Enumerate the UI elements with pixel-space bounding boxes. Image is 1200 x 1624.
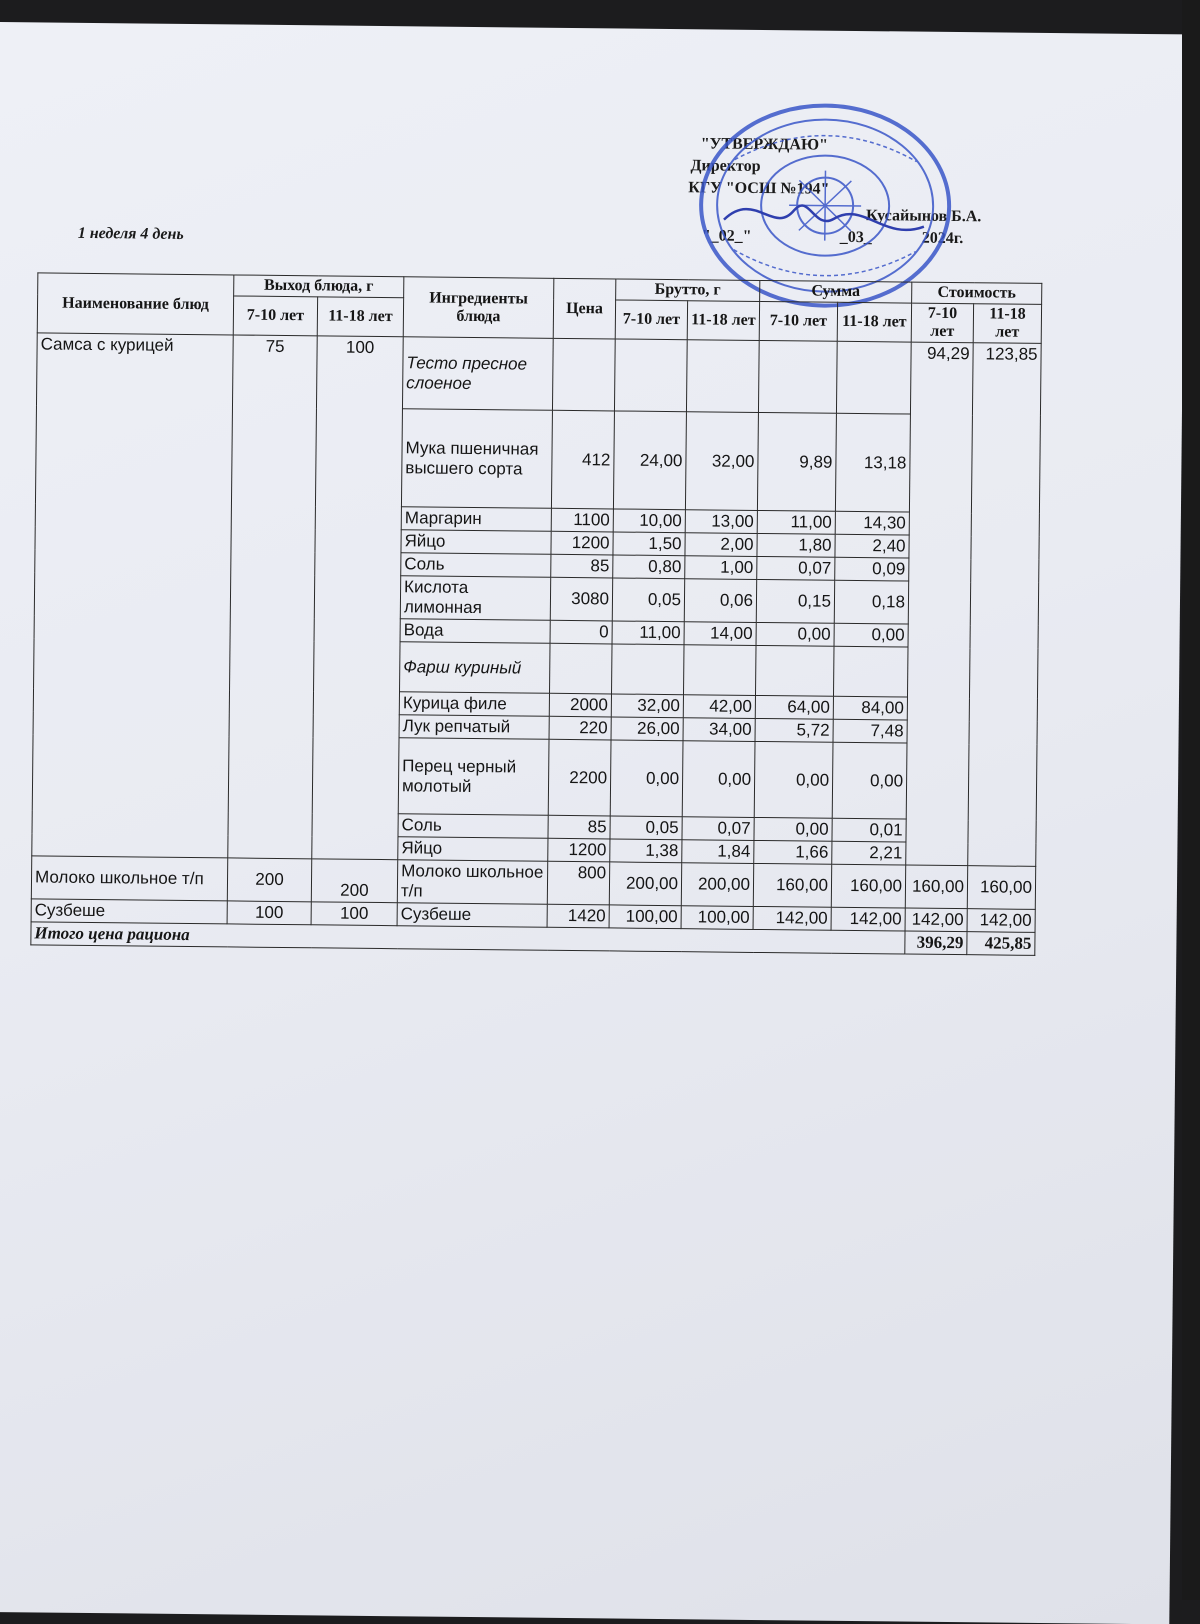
ingredient-brutto-11-18: 13,00 [685, 510, 757, 534]
table-row [36, 333, 1041, 416]
ingredient-sum-11-18: 142,00 [831, 907, 905, 931]
dish-yield-11-18: 100 [311, 902, 397, 926]
ingredient-sum-11-18: 2,40 [835, 534, 909, 558]
total-cost-11-18: 425,85 [967, 932, 1035, 956]
ingredient-brutto-7-10: 26,00 [611, 717, 683, 741]
ingredient-brutto-7-10: 0,00 [610, 740, 683, 817]
ingredient-price: 1100 [551, 508, 613, 532]
header-dish-name: Наименование блюд [37, 273, 234, 335]
ingredient-brutto-7-10: 0,05 [610, 816, 682, 840]
dish-cost-11-18: 123,85 [968, 343, 1041, 867]
ingredient-sum-7-10: 1,80 [757, 533, 835, 557]
header-sum-11-18: 11-18 лет [837, 302, 911, 342]
ingredient-sum-7-10: 9,89 [757, 412, 836, 511]
ingredient-sum-11-18: 0,00 [834, 623, 908, 647]
header-sum-7-10: 7-10 лет [759, 301, 837, 341]
ingredient-brutto-11-18 [683, 645, 756, 696]
ingredient-sum-7-10: 160,00 [753, 863, 831, 907]
ingredient-sum-7-10: 11,00 [757, 510, 835, 534]
header-brutto: Брутто, г [616, 279, 760, 302]
approval-date-day: "_02_" [701, 227, 752, 245]
ingredient-name: Кислота лимонная [400, 576, 550, 621]
ingredient-price: 85 [548, 815, 610, 839]
ingredient-price: 220 [549, 716, 611, 740]
ingredient-name: Перец черный молотый [398, 738, 549, 816]
dish-cost-7-10: 160,00 [905, 865, 967, 909]
ingredient-name: Вода [400, 619, 550, 644]
ingredient-brutto-11-18: 200,00 [681, 863, 753, 907]
ingredient-sum-11-18: 2,21 [832, 841, 906, 865]
ingredient-sum-11-18: 0,00 [832, 742, 907, 819]
ingredient-brutto-7-10: 100,00 [609, 905, 681, 929]
ingredient-name: Молоко школьное т/п [397, 860, 547, 905]
approval-title: "УТВЕРЖДАЮ" [700, 135, 828, 154]
total-cost-7-10: 396,29 [905, 931, 967, 955]
ingredient-sum-11-18: 13,18 [835, 413, 910, 512]
ingredient-brutto-11-18: 0,06 [684, 579, 756, 623]
approval-organization: КГУ "ОСШ №194" [688, 179, 830, 198]
ingredient-brutto-7-10 [611, 644, 684, 695]
header-brutto-11-18: 11-18 лет [687, 301, 759, 341]
ingredient-brutto-11-18: 42,00 [683, 695, 755, 719]
dish-cost-7-10: 94,29 [906, 342, 973, 866]
ingredient-sum-7-10: 142,00 [753, 906, 831, 930]
document-page [0, 22, 1186, 1624]
header-ingredients: Ингредиенты блюда [403, 277, 554, 339]
ingredient-name: Маргарин [401, 507, 551, 532]
ingredient-name: Соль [398, 814, 548, 839]
ingredient-price [550, 643, 613, 694]
header-cost: Стоимость [912, 282, 1042, 304]
approval-date-year: 2024г. [921, 229, 964, 248]
ingredient-sum-7-10: 0,00 [754, 817, 832, 841]
ingredient-brutto-7-10: 0,05 [612, 578, 684, 622]
ingredient-sum-11-18: 14,30 [835, 511, 909, 535]
ingredient-brutto-7-10: 24,00 [613, 411, 686, 510]
signature-icon [724, 205, 924, 230]
ingredient-brutto-11-18: 0,00 [682, 741, 755, 818]
ingredient-sum-7-10: 0,07 [757, 556, 835, 580]
header-brutto-7-10: 7-10 лет [615, 300, 687, 340]
ingredient-name: Тесто пресное слоеное [402, 337, 553, 411]
ingredient-sum-7-10: 0,00 [754, 741, 833, 818]
ingredient-sum-7-10: 0,00 [756, 622, 834, 646]
ingredient-name: Яйцо [398, 837, 548, 862]
ingredient-name: Сузбеше [397, 903, 547, 928]
menu-table [30, 272, 1042, 955]
header-yield-11-18: 11-18 лет [317, 297, 403, 337]
ingredient-sum-11-18: 7,48 [833, 719, 907, 743]
ingredient-brutto-7-10: 32,00 [611, 694, 683, 718]
ingredient-brutto-7-10 [614, 339, 687, 412]
dish-yield-7-10: 100 [227, 901, 311, 925]
background-edge [1182, 0, 1200, 1600]
ingredient-brutto-11-18: 0,07 [682, 817, 754, 841]
ingredient-sum-11-18: 84,00 [833, 696, 907, 720]
ingredient-brutto-11-18: 32,00 [685, 412, 758, 511]
dish-yield-11-18: 200 [311, 859, 397, 903]
dish-name: Самса с курицей [32, 333, 233, 858]
ingredient-name: Соль [401, 553, 551, 578]
dish-cost-11-18: 142,00 [967, 909, 1035, 933]
ingredient-name: Мука пшеничная высшего сорта [401, 409, 552, 509]
ingredient-brutto-11-18: 1,84 [682, 840, 754, 864]
ingredient-brutto-11-18: 1,00 [685, 556, 757, 580]
dish-yield-7-10: 75 [228, 335, 317, 859]
ingredient-sum-11-18 [833, 646, 908, 697]
ingredient-brutto-7-10: 10,00 [613, 509, 685, 533]
ingredient-brutto-7-10: 200,00 [609, 862, 681, 906]
header-yield: Выход блюда, г [234, 275, 404, 298]
ingredient-price: 412 [551, 410, 614, 509]
week-day-label: 1 неделя 4 день [77, 224, 184, 243]
ingredient-price: 85 [551, 554, 613, 578]
header-sum: Сумма [760, 280, 912, 303]
ingredient-brutto-7-10: 11,00 [612, 621, 684, 645]
approval-position: Директор [690, 157, 761, 175]
ingredient-brutto-7-10: 1,38 [610, 839, 682, 863]
approval-date-month: _03_ [839, 228, 872, 247]
ingredient-sum-7-10: 64,00 [755, 695, 833, 719]
dish-name: Молоко школьное т/п [31, 856, 227, 901]
header-cost-11-18: 11-18 лет [973, 304, 1041, 344]
dish-yield-7-10: 200 [227, 858, 311, 902]
ingredient-name: Яйцо [401, 530, 551, 555]
header-cost-7-10: 7-10 лет [911, 303, 973, 343]
dish-cost-7-10: 142,00 [905, 908, 967, 932]
total-label: Итого цена рациона [31, 922, 905, 954]
ingredient-name: Лук репчатый [399, 715, 549, 740]
ingredient-sum-11-18: 0,09 [835, 557, 909, 581]
header-price: Цена [553, 278, 616, 339]
ingredient-brutto-11-18 [686, 340, 759, 413]
dish-name: Сузбеше [31, 899, 227, 924]
ingredient-sum-11-18: 0,01 [832, 818, 906, 842]
ingredient-name: Курица филе [399, 692, 549, 717]
ingredient-price: 3080 [550, 577, 612, 621]
ingredient-price: 2200 [548, 739, 611, 816]
header-yield-7-10: 7-10 лет [233, 296, 317, 336]
ingredient-brutto-11-18: 14,00 [684, 622, 756, 646]
ingredient-sum-11-18: 0,18 [834, 580, 908, 624]
ingredient-sum-7-10: 1,66 [754, 840, 832, 864]
ingredient-price [552, 338, 615, 411]
ingredient-sum-11-18 [836, 341, 911, 414]
dish-yield-11-18: 100 [312, 336, 403, 860]
ingredient-price: 1200 [548, 838, 610, 862]
approval-signer: Кусайынов Б.А. [865, 207, 982, 226]
ingredient-sum-11-18: 160,00 [831, 864, 905, 908]
ingredient-sum-7-10: 0,15 [756, 579, 834, 623]
ingredient-brutto-11-18: 34,00 [683, 718, 755, 742]
ingredient-price: 2000 [549, 693, 611, 717]
ingredient-price: 800 [547, 861, 609, 905]
ingredient-price: 1420 [547, 904, 609, 928]
ingredient-brutto-11-18: 2,00 [685, 533, 757, 557]
dish-cost-11-18: 160,00 [967, 866, 1035, 910]
ingredient-price: 1200 [551, 531, 613, 555]
ingredient-name: Фарш куриный [400, 642, 551, 694]
ingredient-sum-7-10: 5,72 [755, 718, 833, 742]
ingredient-price: 0 [550, 620, 612, 644]
ingredient-sum-7-10 [755, 645, 834, 696]
ingredient-brutto-7-10: 0,80 [613, 555, 685, 579]
ingredient-brutto-7-10: 1,50 [613, 532, 685, 556]
ingredient-brutto-11-18: 100,00 [681, 906, 753, 930]
ingredient-sum-7-10 [758, 340, 837, 413]
